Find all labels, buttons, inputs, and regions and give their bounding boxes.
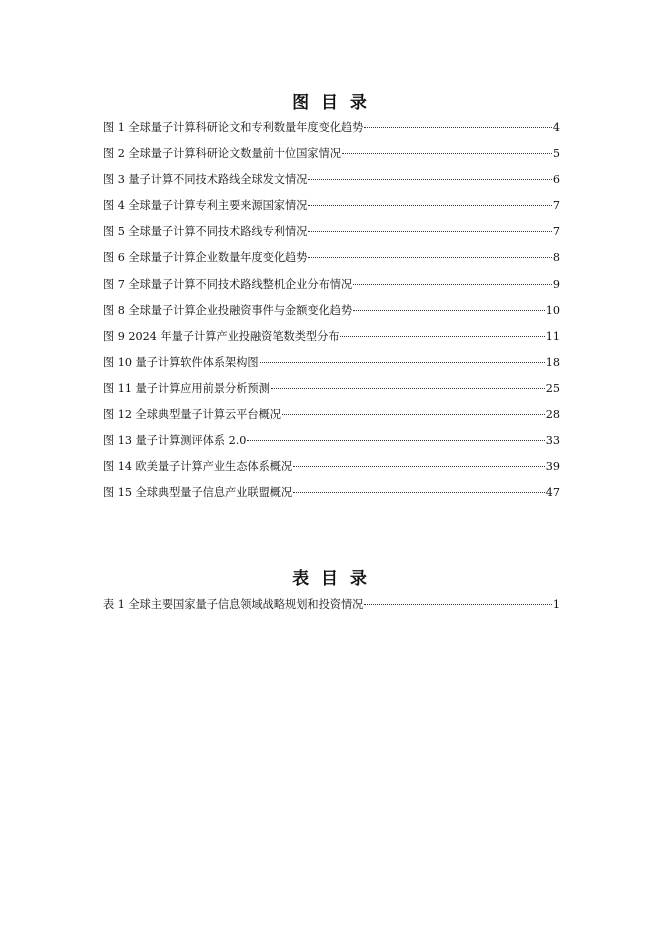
figure-toc-entry[interactable] bbox=[103, 301, 560, 327]
figure-toc-entry-page: 33 bbox=[545, 434, 560, 448]
figure-toc-entry-label: 图 1 全球量子计算科研论文和专利数量年度变化趋势 bbox=[103, 121, 364, 134]
figure-toc-entry[interactable] bbox=[103, 118, 560, 144]
figure-toc-entry-page: 11 bbox=[545, 329, 560, 343]
figure-toc-entry-page: 7 bbox=[552, 199, 560, 213]
dot-leader bbox=[308, 205, 551, 206]
figure-toc-title: 图 目 录 bbox=[292, 93, 370, 113]
dot-leader bbox=[364, 127, 552, 128]
figure-toc-entry-page: 25 bbox=[545, 381, 560, 395]
figure-toc-entry-page: 18 bbox=[545, 355, 560, 369]
figure-toc-entry-label: 图 3 量子计算不同技术路线全球发文情况 bbox=[103, 173, 308, 187]
dot-leader bbox=[293, 466, 545, 467]
figure-toc-entry-page: 4 bbox=[552, 121, 560, 134]
figure-toc-entry[interactable] bbox=[103, 353, 560, 379]
figure-toc-entry[interactable] bbox=[103, 248, 560, 274]
figure-toc-entry[interactable] bbox=[103, 222, 560, 248]
dot-leader bbox=[260, 362, 545, 363]
figure-toc-entry[interactable] bbox=[103, 275, 560, 301]
figure-toc-entry-page: 5 bbox=[552, 147, 560, 161]
figure-toc-entry-label: 图 10 量子计算软件体系架构图 bbox=[103, 355, 259, 369]
dot-leader bbox=[247, 440, 544, 441]
table-toc-list bbox=[103, 595, 560, 621]
figure-toc-entry[interactable] bbox=[103, 457, 560, 483]
dot-leader bbox=[308, 257, 551, 258]
figure-toc-entry-label: 图 2 全球量子计算科研论文数量前十位国家情况 bbox=[103, 147, 341, 161]
dot-leader bbox=[353, 310, 545, 311]
dot-leader bbox=[342, 153, 552, 154]
figure-toc-entry-label: 图 7 全球量子计算不同技术路线整机企业分布情况 bbox=[103, 277, 353, 291]
table-toc-entry[interactable] bbox=[103, 595, 560, 621]
figure-toc-entry[interactable] bbox=[103, 483, 560, 509]
figure-toc-entry-label: 图 5 全球量子计算不同技术路线专利情况 bbox=[103, 225, 308, 239]
figure-toc-entry-page: 8 bbox=[552, 251, 560, 265]
figure-toc-entry[interactable] bbox=[103, 196, 560, 222]
figure-toc-entry-page: 28 bbox=[545, 408, 560, 422]
figure-toc-entry-page: 39 bbox=[545, 460, 560, 474]
table-toc-entry-label: 表 1 全球主要国家量子信息领域战略规划和投资情况 bbox=[103, 598, 364, 611]
figure-toc-entry-label: 图 6 全球量子计算企业数量年度变化趋势 bbox=[103, 251, 308, 265]
figure-toc-entry-label: 图 15 全球典型量子信息产业联盟概况 bbox=[103, 486, 293, 500]
figure-toc-entry[interactable] bbox=[103, 327, 560, 353]
figure-toc-entry-page: 10 bbox=[545, 303, 560, 317]
figure-toc-entry[interactable] bbox=[103, 405, 560, 431]
figure-toc-entry-label: 图 4 全球量子计算专利主要来源国家情况 bbox=[103, 199, 308, 213]
dot-leader bbox=[340, 336, 544, 337]
figure-toc-entry[interactable] bbox=[103, 170, 560, 196]
figure-toc-entry-page: 6 bbox=[552, 173, 560, 187]
figure-toc-entry-page: 7 bbox=[552, 225, 560, 239]
dot-leader bbox=[308, 231, 551, 232]
dot-leader bbox=[308, 179, 551, 180]
table-toc-title: 表 目 录 bbox=[292, 569, 370, 589]
dot-leader bbox=[364, 604, 552, 605]
figure-toc-entry-label: 图 13 量子计算测评体系 2.0 bbox=[103, 434, 247, 448]
figure-toc-entry-label: 图 8 全球量子计算企业投融资事件与金额变化趋势 bbox=[103, 303, 353, 317]
dot-leader bbox=[293, 492, 545, 493]
figure-toc-entry[interactable] bbox=[103, 379, 560, 405]
figure-toc-entry[interactable] bbox=[103, 431, 560, 457]
figure-toc-entry-label: 图 14 欧美量子计算产业生态体系概况 bbox=[103, 460, 293, 474]
figure-toc-entry[interactable] bbox=[103, 144, 560, 170]
figure-toc-entry-label: 图 9 2024 年量子计算产业投融资笔数类型分布 bbox=[103, 329, 340, 343]
figure-toc-entry-label: 图 11 量子计算应用前景分析预测 bbox=[103, 381, 270, 395]
dot-leader bbox=[282, 414, 545, 415]
table-toc-entry-page: 1 bbox=[552, 598, 560, 611]
figure-toc-entry-page: 9 bbox=[552, 277, 560, 291]
dot-leader bbox=[353, 284, 552, 285]
figure-toc-entry-label: 图 12 全球典型量子计算云平台概况 bbox=[103, 408, 281, 422]
figure-toc-list bbox=[103, 118, 560, 509]
figure-toc-entry-page: 47 bbox=[545, 486, 560, 500]
dot-leader bbox=[271, 388, 545, 389]
